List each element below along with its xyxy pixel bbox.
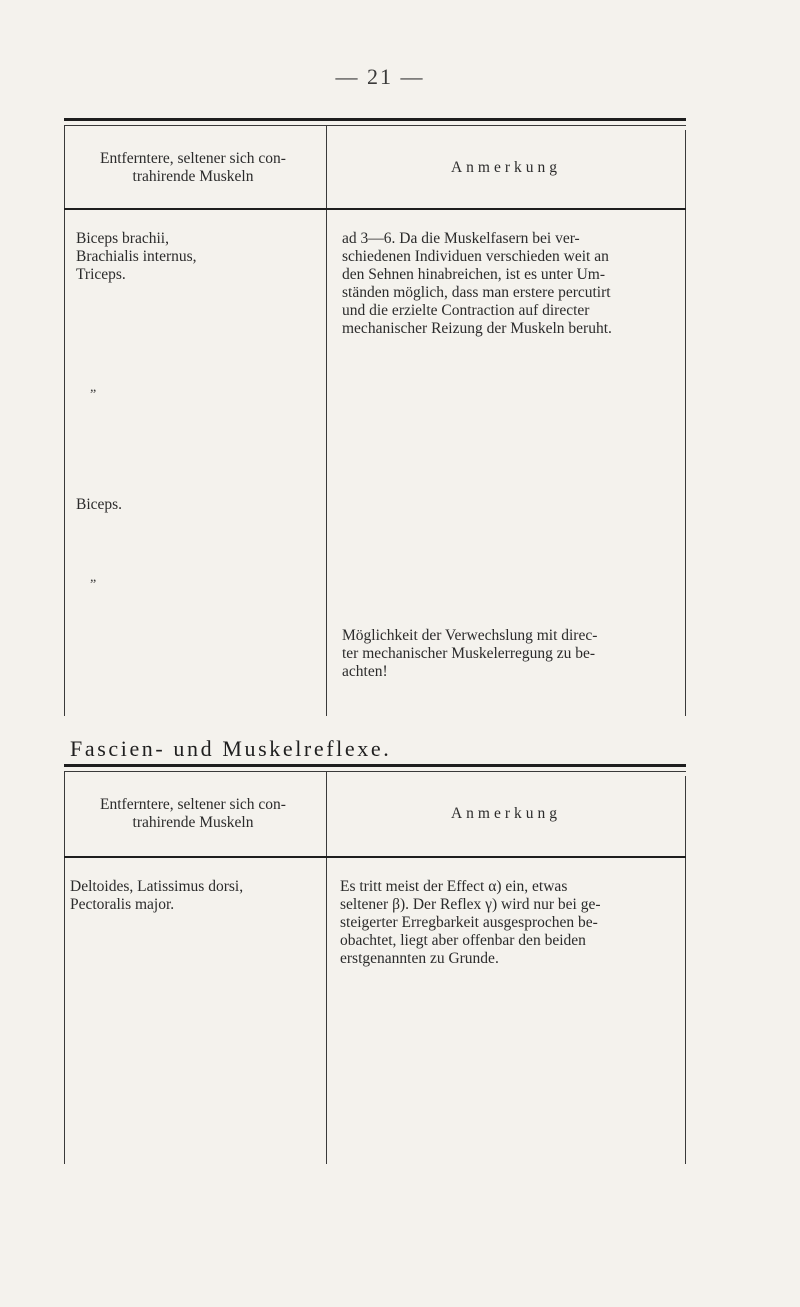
table-top-rule bbox=[64, 764, 686, 767]
row1-remark: ad 3—6. Da die Muskelfasern bei ver- schiedenen Individuen verschieden weit an den Sehnen hinabreichen, ist es unter Um- ständen möglich, dass man erstere percutirt und die erzielte Contraction auf directer mechanischer Reizung der Muskeln beruht. bbox=[342, 230, 612, 337]
header-muscles: Entferntere, seltener sich con- trahirende Muskeln bbox=[100, 150, 286, 185]
row4-remark: Möglichkeit der Verwechslung mit direc- ter mechanischer Muskelerregung zu be- achten! bbox=[342, 627, 598, 680]
muscle-table-2 bbox=[64, 764, 686, 1164]
header-rule bbox=[64, 208, 686, 210]
muscle-table-1 bbox=[64, 118, 686, 716]
table-right-border bbox=[685, 130, 686, 716]
table-right-border bbox=[685, 776, 686, 1164]
row3-muscles: Biceps. bbox=[76, 496, 123, 513]
column-divider bbox=[326, 126, 327, 716]
header-remark: Anmerkung bbox=[450, 159, 562, 176]
row4-ditto: „ bbox=[90, 570, 97, 585]
page-number: — 21 — bbox=[335, 64, 425, 89]
header-remark: Anmerkung bbox=[450, 805, 562, 822]
row2-ditto: „ bbox=[90, 380, 97, 395]
table-left-border bbox=[64, 126, 65, 716]
table-left-border bbox=[64, 772, 65, 1164]
table-top-rule-thin bbox=[64, 771, 686, 772]
table-top-rule-thin bbox=[64, 125, 686, 126]
row1-remark: Es tritt meist der Effect α) ein, etwas seltener β). Der Reflex γ) wird nur bei ge- steigerter Erregbarkeit ausgesprochen be- obachtet, liegt aber offenbar den beiden erstgenannten zu Grunde. bbox=[340, 878, 601, 967]
section-heading: Fascien- und Muskelreflexe. bbox=[70, 736, 392, 761]
table-top-rule bbox=[64, 118, 686, 121]
header-rule bbox=[64, 856, 686, 858]
row1-muscles: Biceps brachii, Brachialis internus, Triceps. bbox=[76, 230, 197, 283]
column-divider bbox=[326, 772, 327, 1164]
header-muscles: Entferntere, seltener sich con- trahirende Muskeln bbox=[100, 796, 286, 831]
row1-muscles: Deltoides, Latissimus dorsi, Pectoralis major. bbox=[70, 878, 244, 913]
